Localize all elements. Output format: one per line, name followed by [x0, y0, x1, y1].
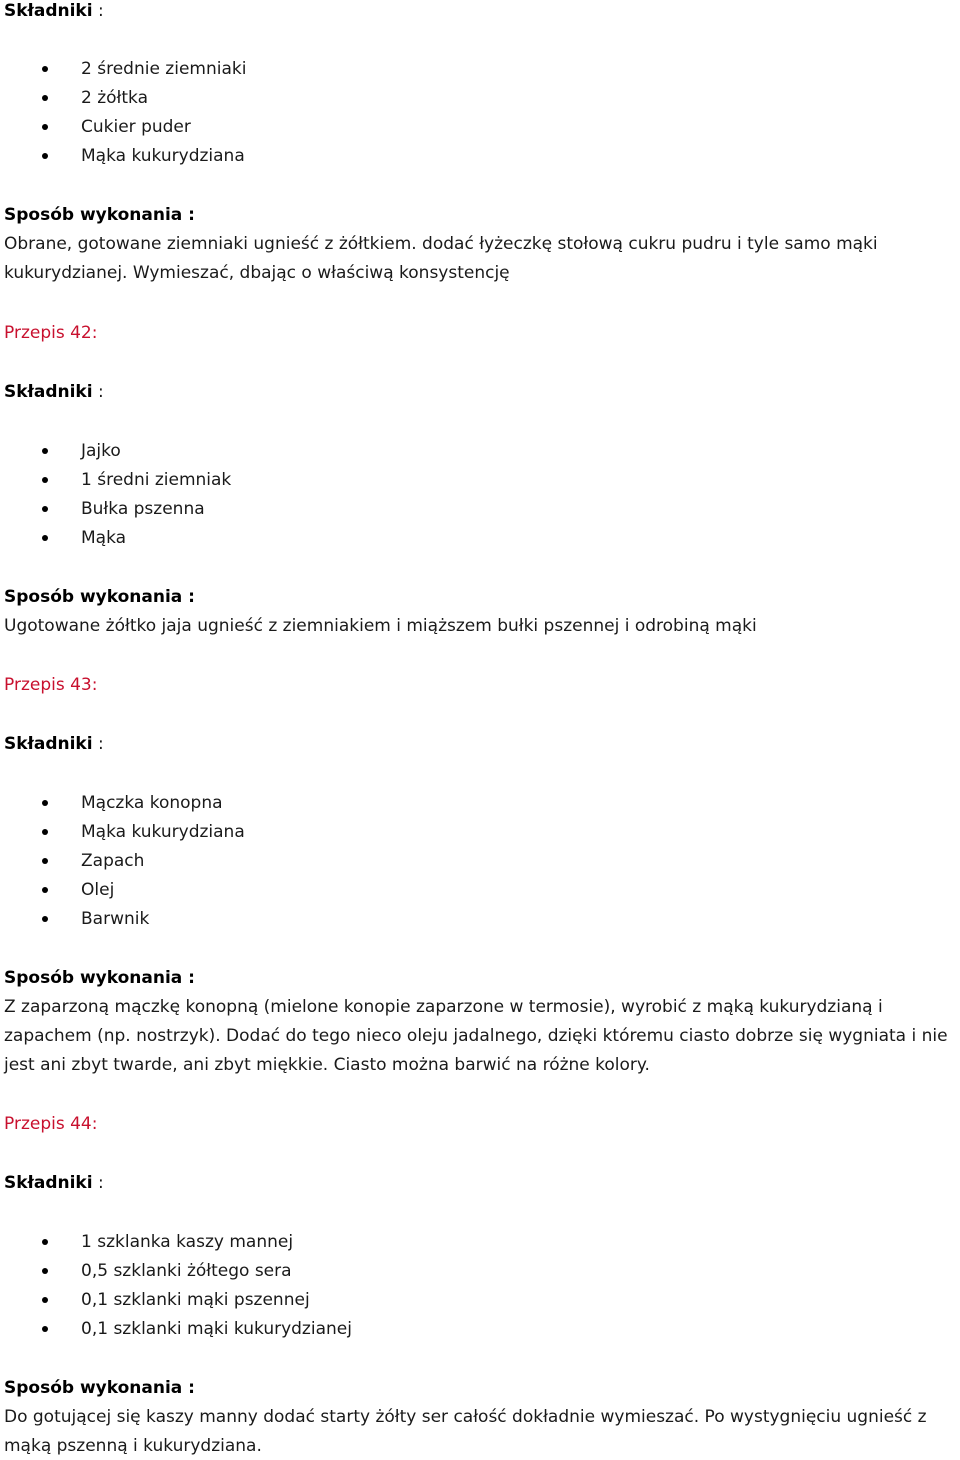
- method-text: Do gotującej się kaszy manny dodać starty żółty ser całość dokładnie wymieszać. Po wystygnięciu ugnieść z: [4, 1407, 927, 1427]
- bullet-icon: [42, 1326, 48, 1332]
- ingredient-item: Jajko: [81, 441, 121, 461]
- bullet-icon: [42, 858, 48, 864]
- bullet-icon: [42, 124, 48, 130]
- bullet-icon: [42, 477, 48, 483]
- ingredient-item: 2 średnie ziemniaki: [81, 59, 247, 79]
- ingredient-item: 1 szklanka kaszy mannej: [81, 1232, 294, 1252]
- bullet-icon: [42, 800, 48, 806]
- bullet-icon: [42, 95, 48, 101]
- ingredient-item: Bułka pszenna: [81, 499, 205, 519]
- bullet-icon: [42, 829, 48, 835]
- method-text: Ugotowane żółtko jaja ugnieść z ziemniakiem i miąższem bułki pszennej i odrobiną mąki: [4, 616, 757, 636]
- ingredient-item: Mąka: [81, 528, 127, 548]
- bullet-icon: [42, 1297, 48, 1303]
- ingredient-item: 0,1 szklanki mąki pszennej: [81, 1290, 310, 1310]
- method-text: Z zaparzoną mączkę konopną (mielone konopie zaparzone w termosie), wyrobić z mąką kukurydzianą i: [4, 997, 883, 1017]
- method-text: mąką pszenną i kukurydziana.: [4, 1436, 262, 1456]
- bullet-icon: [42, 535, 48, 541]
- bullet-icon: [42, 448, 48, 454]
- bullet-icon: [42, 1268, 48, 1274]
- method-heading: Sposób wykonania :: [4, 587, 195, 607]
- ingredient-item: 2 żółtka: [81, 88, 149, 108]
- ingredients-heading: Składniki :: [4, 382, 104, 402]
- bullet-icon: [42, 916, 48, 922]
- method-heading: Sposób wykonania :: [4, 1378, 195, 1398]
- recipe-title: Przepis 42:: [4, 323, 98, 343]
- method-text: jest ani zbyt twarde, ani zbyt miękkie. Ciasto można barwić na różne kolory.: [4, 1055, 650, 1075]
- ingredient-item: Barwnik: [81, 909, 150, 929]
- bullet-icon: [42, 1239, 48, 1245]
- ingredient-item: Zapach: [81, 851, 145, 871]
- bullet-icon: [42, 887, 48, 893]
- recipe-title: Przepis 44:: [4, 1114, 98, 1134]
- ingredient-item: 0,1 szklanki mąki kukurydzianej: [81, 1319, 352, 1339]
- method-heading: Sposób wykonania :: [4, 968, 195, 988]
- recipe-title: Przepis 43:: [4, 675, 98, 695]
- ingredient-item: Mąka kukurydziana: [81, 146, 245, 166]
- bullet-icon: [42, 506, 48, 512]
- ingredient-item: Mączka konopna: [81, 793, 223, 813]
- method-text: kukurydzianej. Wymieszać, dbając o właściwą konsystencję: [4, 263, 510, 283]
- ingredients-heading: Składniki :: [4, 734, 104, 754]
- bullet-icon: [42, 66, 48, 72]
- ingredients-heading: Składniki :: [4, 1, 104, 21]
- bullet-icon: [42, 153, 48, 159]
- ingredient-item: Mąka kukurydziana: [81, 822, 245, 842]
- ingredient-item: 0,5 szklanki żółtego sera: [81, 1261, 292, 1281]
- method-heading: Sposób wykonania :: [4, 205, 195, 225]
- ingredient-item: Olej: [81, 880, 115, 900]
- ingredient-item: Cukier puder: [81, 117, 191, 137]
- method-text: Obrane, gotowane ziemniaki ugnieść z żółtkiem. dodać łyżeczkę stołową cukru pudru i tyle samo mąki: [4, 234, 878, 254]
- ingredients-heading: Składniki :: [4, 1173, 104, 1193]
- method-text: zapachem (np. nostrzyk). Dodać do tego nieco oleju jadalnego, dzięki któremu ciasto dobrze się wygniata i nie: [4, 1026, 948, 1046]
- ingredient-item: 1 średni ziemniak: [81, 470, 232, 490]
